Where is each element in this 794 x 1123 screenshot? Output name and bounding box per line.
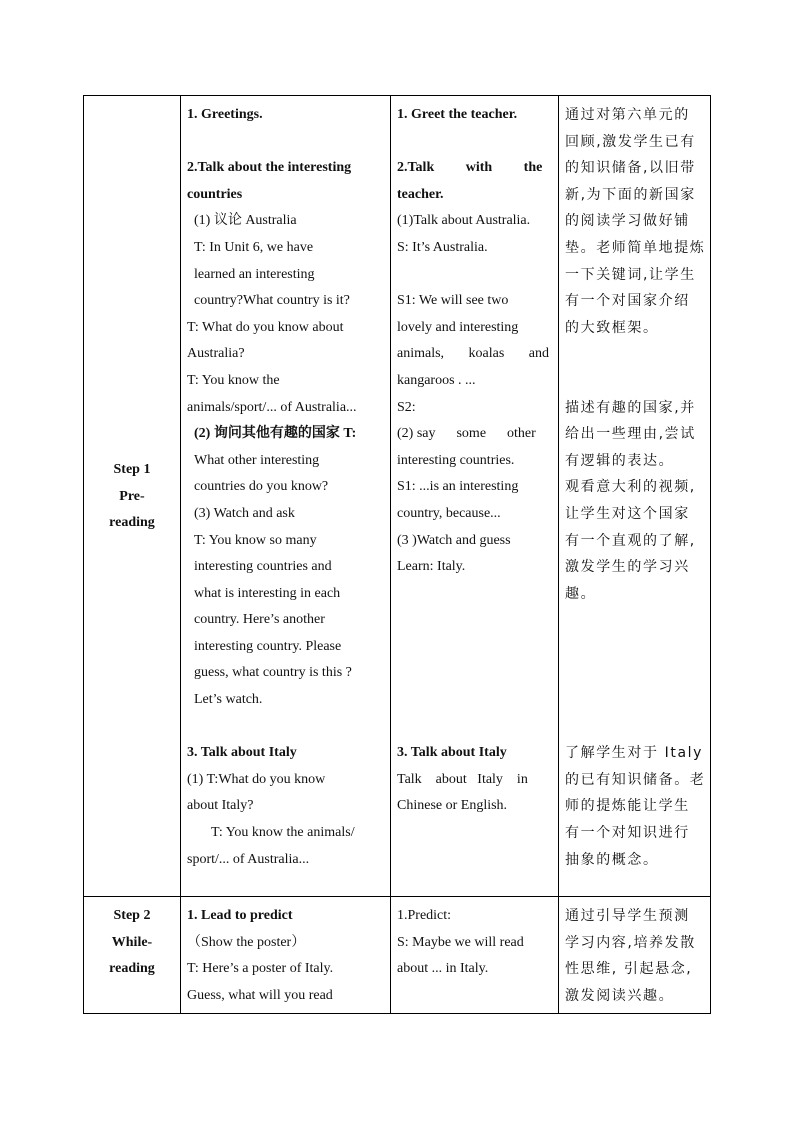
teacher-line: sport/... of Australia...: [187, 851, 310, 867]
student-line: Talk about Italy in: [397, 771, 528, 787]
student-line: S2:: [397, 399, 416, 415]
teacher-line: Australia?: [187, 346, 245, 362]
student-line: S: It’s Australia.: [397, 239, 488, 255]
teacher-line: guess, what country is this ?: [194, 665, 352, 681]
purpose-line: 观看意大利的视频,: [565, 479, 696, 496]
teacher-line: （Show the poster）: [187, 934, 306, 950]
purpose-line: 一下关键词,让学生: [565, 266, 696, 283]
student-line: 2.Talk with the: [397, 160, 543, 176]
teacher-line: learned an interesting: [194, 266, 315, 282]
table-row-step2: [84, 897, 711, 1014]
table-row-step1: [84, 96, 711, 897]
purpose-line: 学习内容,培养发散: [565, 934, 696, 951]
teacher-line: 1. Greetings.: [187, 107, 263, 122]
step2-label-cell: [84, 897, 181, 1014]
step1-purpose-cell: [559, 96, 711, 897]
teacher-line: what is interesting in each: [194, 585, 341, 601]
student-line: S: Maybe we will read: [397, 934, 524, 950]
teacher-line: T: In Unit 6, we have: [194, 239, 314, 255]
teacher-line: 1. Lead to predict: [187, 908, 293, 923]
purpose-line: 回顾,激发学生已有: [565, 133, 696, 150]
step2-stage-cont: reading: [109, 961, 155, 977]
teacher-line: T: Here’s a poster of Italy.: [187, 961, 334, 977]
student-line: teacher.: [397, 186, 444, 202]
teacher-line: animals/sport/... of Australia...: [187, 399, 357, 415]
purpose-line: 的已有知识储备。老: [565, 771, 706, 788]
purpose-line: 有一个对知识进行: [565, 825, 690, 842]
purpose-line: 新,为下面的新国家: [565, 186, 696, 203]
student-line: S1: ...is an interesting: [397, 479, 519, 495]
teacher-line: 2.Talk about the interesting: [187, 160, 352, 176]
student-line: animals, koalas and: [397, 346, 550, 362]
purpose-line: 激发学生的学习兴: [565, 559, 690, 576]
student-line: (1)Talk about Australia.: [397, 213, 531, 229]
student-line: kangaroos . ...: [397, 372, 476, 388]
student-line: about ... in Italy.: [397, 961, 489, 977]
purpose-line: 了解学生对于 Italy: [565, 745, 704, 762]
step1-label: Step 1: [113, 462, 151, 478]
purpose-line: 激发阅读兴趣。: [565, 987, 675, 1004]
purpose-line: 给出一些理由,尝试: [565, 426, 696, 443]
teacher-line: (1) 议论 Australia: [194, 213, 297, 229]
purpose-line: 通过引导学生预测: [565, 908, 690, 924]
purpose-line: 性思维, 引起悬念,: [565, 961, 693, 978]
teacher-line: 3. Talk about Italy: [187, 745, 297, 761]
step1-label-cell: [84, 96, 181, 897]
purpose-line: 有逻辑的表达。: [565, 452, 675, 469]
step2-purpose-cell: [559, 897, 711, 1014]
student-line: S1: We will see two: [397, 293, 509, 309]
teacher-line: T: You know the animals/: [211, 825, 355, 841]
teacher-line: (1) T:What do you know: [187, 771, 326, 787]
student-line: lovely and interesting: [397, 319, 519, 335]
student-line: Learn: Italy.: [397, 559, 466, 575]
lesson-plan-table: [83, 95, 711, 1014]
purpose-line: 让学生对这个国家: [565, 505, 690, 522]
student-line: Chinese or English.: [397, 798, 508, 814]
purpose-line: 的阅读学习做好铺: [565, 213, 690, 230]
purpose-line: 抽象的概念。: [565, 851, 659, 868]
step1-teacher-activity-cell: [181, 96, 391, 897]
step2-teacher-activity-cell: [181, 897, 391, 1014]
student-line: 1. Greet the teacher.: [397, 107, 518, 122]
teacher-line: (2) 询问其他有趣的国家 T:: [194, 426, 357, 442]
step2-label: Step 2: [113, 908, 151, 923]
step2-stage: While-: [111, 934, 153, 950]
student-line: (2) say some other: [397, 426, 536, 442]
purpose-line: 的知识储备,以旧带: [565, 160, 696, 177]
teacher-line: interesting countries and: [194, 559, 332, 575]
teacher-line: country. Here’s another: [194, 612, 325, 628]
teacher-line: Let’s watch.: [194, 692, 263, 708]
step1-stage: Pre-: [119, 488, 145, 504]
step2-student-activity-cell: [391, 897, 559, 1014]
purpose-line: 有一个对国家介绍: [565, 293, 690, 310]
teacher-line: T: What do you know about: [187, 319, 344, 335]
step1-student-activity-cell: [391, 96, 559, 897]
teacher-line: interesting country. Please: [194, 638, 342, 654]
purpose-line: 通过对第六单元的: [565, 107, 690, 123]
purpose-line: 垫。老师简单地提炼: [565, 239, 706, 256]
teacher-line: about Italy?: [187, 798, 254, 814]
purpose-line: 的大致框架。: [565, 319, 659, 336]
teacher-line: (3) Watch and ask: [194, 505, 295, 521]
teacher-line: countries: [187, 186, 243, 202]
teacher-line: What other interesting: [194, 452, 320, 468]
purpose-line: 描述有趣的国家,并: [565, 399, 696, 416]
student-line: 1.Predict:: [397, 908, 452, 923]
student-line: (3 )Watch and guess: [397, 532, 511, 548]
teacher-line: Guess, what will you read: [187, 987, 333, 1003]
purpose-line: 有一个直观的了解,: [565, 532, 696, 549]
teacher-line: T: You know the: [187, 372, 280, 388]
purpose-line: 师的提炼能让学生: [565, 798, 690, 815]
student-line: interesting countries.: [397, 452, 515, 468]
step1-stage-cont: reading: [109, 515, 155, 531]
student-line: 3. Talk about Italy: [397, 745, 507, 761]
teacher-line: T: You know so many: [194, 532, 317, 548]
student-line: country, because...: [397, 505, 501, 521]
purpose-line: 趣。: [565, 585, 597, 602]
teacher-line: countries do you know?: [194, 479, 329, 495]
teacher-line: country?What country is it?: [194, 293, 350, 309]
